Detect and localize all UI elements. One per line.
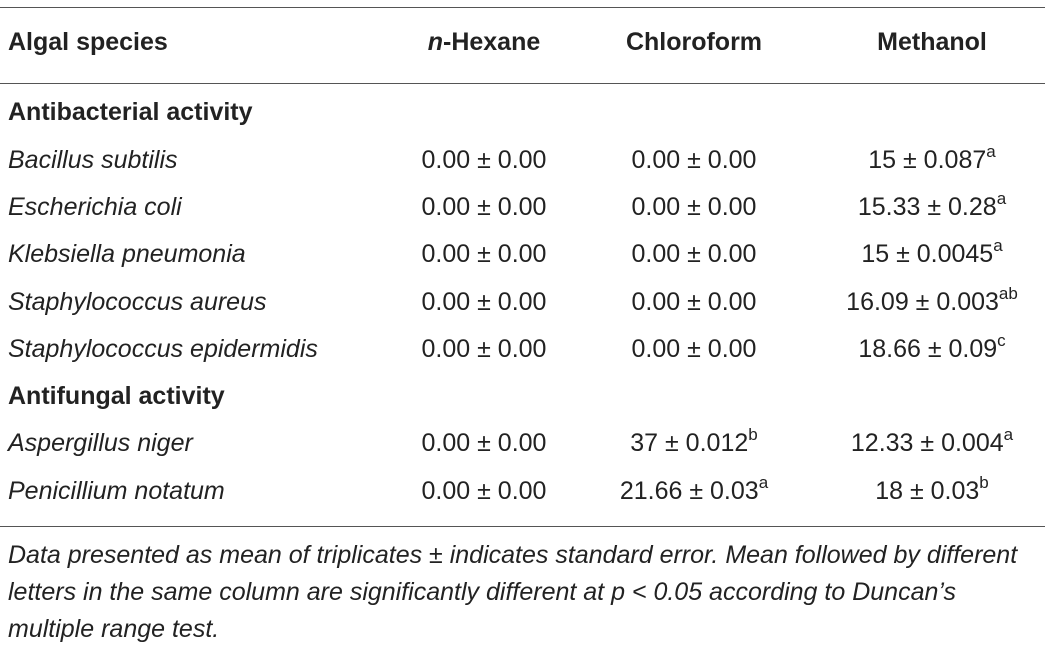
- header-chloroform: Chloroform: [625, 28, 763, 56]
- header-methanol: Methanol: [877, 28, 987, 56]
- methanol-value: [812, 278, 1045, 326]
- species-name: Penicillium notatum: [8, 477, 225, 505]
- chloroform-mean: 0.00 ± 0.00: [631, 240, 757, 268]
- chloroform-mean: 0.00 ± 0.00: [631, 288, 757, 316]
- section-row-antibacterial: [0, 88, 1045, 136]
- section-title: Antibacterial activity: [8, 98, 253, 126]
- methanol-letter: c: [997, 331, 1006, 350]
- methanol-letter: a: [986, 142, 996, 161]
- chloroform-value: [589, 183, 799, 231]
- table-header-rule: [0, 83, 1045, 84]
- header-n-hexane-prefix: n: [427, 28, 443, 56]
- species-name: Staphylococcus epidermidis: [8, 335, 318, 363]
- species-name: Escherichia coli: [8, 193, 182, 221]
- chloroform-value: [589, 278, 799, 326]
- chloroform-value: [589, 325, 799, 373]
- species-name: Staphylococcus aureus: [8, 288, 267, 316]
- methanol-mean: 18 ± 0.03: [875, 477, 980, 505]
- methanol-mean: 16.09 ± 0.003: [846, 288, 999, 316]
- methanol-mean: 15 ± 0.0045: [861, 240, 994, 268]
- table-row: [0, 325, 1045, 373]
- table-row: [0, 467, 1045, 515]
- methanol-letter: b: [979, 473, 989, 492]
- methanol-value: [812, 467, 1045, 515]
- hexane-value: 0.00 ± 0.00: [421, 240, 547, 268]
- chloroform-mean: 21.66 ± 0.03: [619, 477, 759, 505]
- methanol-letter: a: [996, 189, 1007, 208]
- section-row-antifungal: [0, 372, 1045, 420]
- chloroform-letter: b: [748, 425, 758, 444]
- methanol-value: [812, 183, 1045, 231]
- table-footnote: Data presented as mean of triplicates ± indicates standard error. Mean followed by different letters in the same column are significantly different at p < 0.05 according to Duncan’s multiple range test.: [8, 541, 1018, 643]
- chloroform-value: [589, 419, 799, 467]
- hexane-value: 0.00 ± 0.00: [421, 335, 547, 363]
- table-row: [0, 183, 1045, 231]
- methanol-value: [812, 419, 1045, 467]
- methanol-letter: ab: [998, 284, 1018, 303]
- section-title: Antifungal activity: [8, 382, 225, 410]
- table-header-row: [0, 18, 1045, 66]
- chloroform-value: [589, 467, 799, 515]
- header-n-hexane: [379, 18, 589, 66]
- hexane-value: 0.00 ± 0.00: [421, 193, 547, 221]
- hexane-value: 0.00 ± 0.00: [421, 477, 547, 505]
- header-algal-species: Algal species: [8, 28, 168, 56]
- chloroform-value: [589, 230, 799, 278]
- hexane-value: 0.00 ± 0.00: [421, 288, 547, 316]
- table-row: [0, 136, 1045, 184]
- methanol-letter: a: [1003, 425, 1014, 444]
- table-row: [0, 230, 1045, 278]
- methanol-mean: 15 ± 0.087: [868, 146, 987, 174]
- header-n-hexane-suffix: -Hexane: [443, 28, 541, 56]
- hexane-value: 0.00 ± 0.00: [421, 429, 547, 457]
- methanol-value: [812, 325, 1045, 373]
- table-bottom-rule: [0, 526, 1045, 527]
- methanol-value: [812, 136, 1045, 184]
- chloroform-mean: 37 ± 0.012: [630, 429, 749, 457]
- species-name: Klebsiella pneumonia: [8, 240, 246, 268]
- table-row: [0, 419, 1045, 467]
- table-top-rule: [0, 7, 1045, 8]
- chloroform-letter: a: [758, 473, 769, 492]
- chloroform-mean: 0.00 ± 0.00: [631, 335, 757, 363]
- hexane-value: 0.00 ± 0.00: [421, 146, 547, 174]
- methanol-mean: 18.66 ± 0.09: [858, 335, 998, 363]
- methanol-mean: 15.33 ± 0.28: [857, 193, 997, 221]
- chloroform-mean: 0.00 ± 0.00: [631, 193, 757, 221]
- chloroform-value: [589, 136, 799, 184]
- species-name: Aspergillus niger: [8, 429, 193, 457]
- species-name: Bacillus subtilis: [8, 146, 178, 174]
- table-row: [0, 278, 1045, 326]
- methanol-mean: 12.33 ± 0.004: [850, 429, 1004, 457]
- methanol-letter: a: [993, 236, 1003, 255]
- methanol-value: [812, 230, 1045, 278]
- chloroform-mean: 0.00 ± 0.00: [631, 146, 757, 174]
